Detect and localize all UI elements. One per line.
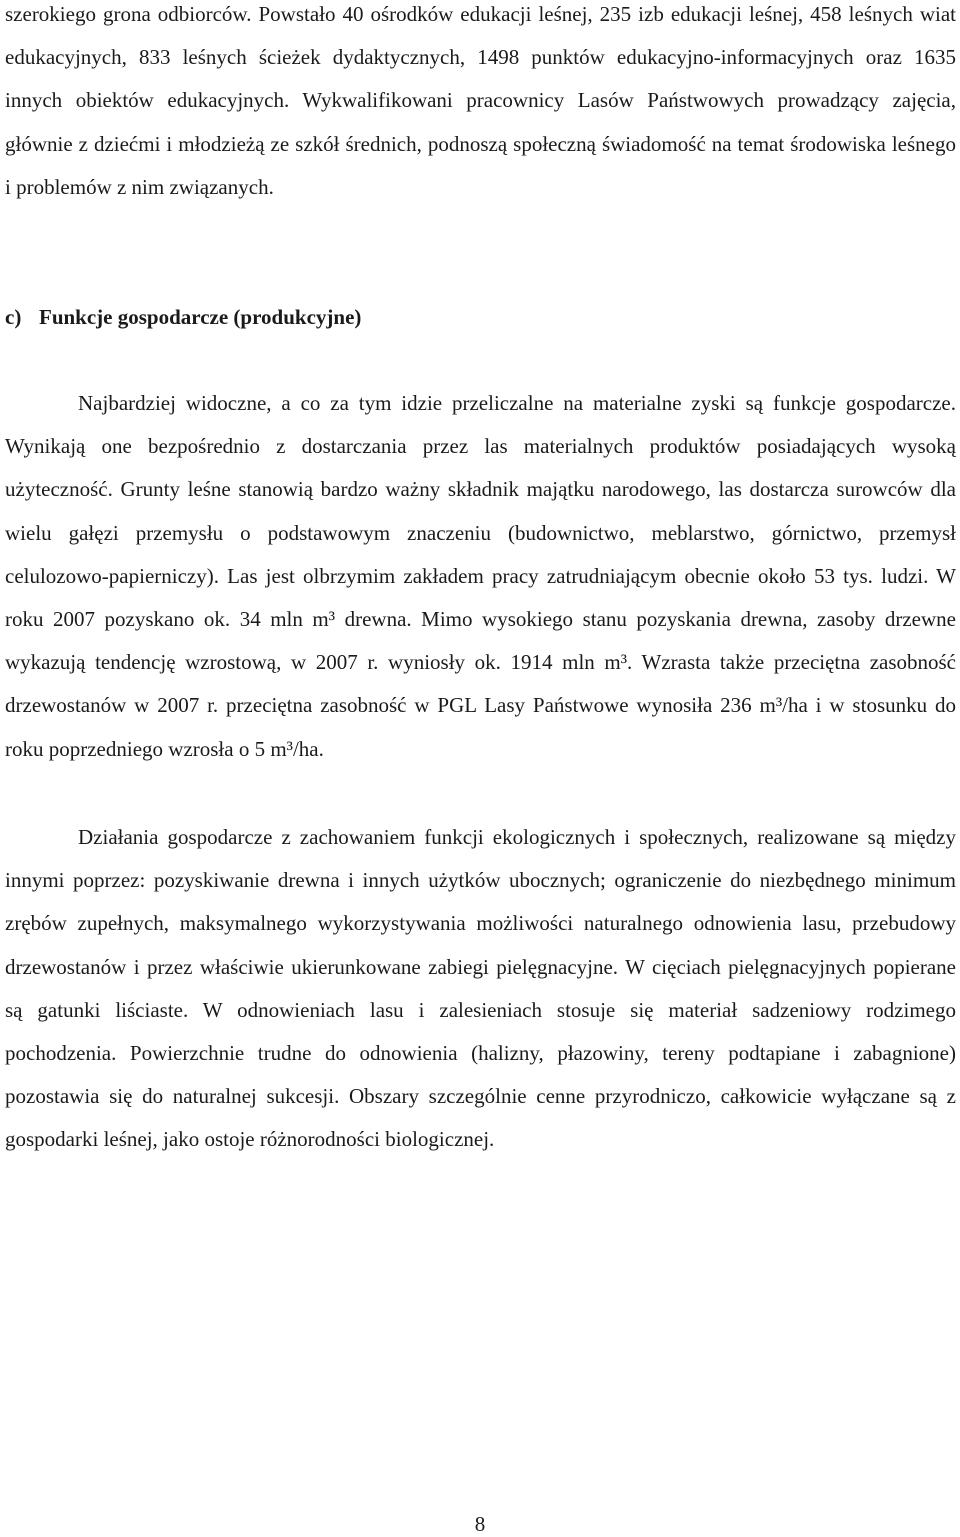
page-number: 8 <box>474 1512 486 1536</box>
economic-activities-paragraph: Działania gospodarcze z zachowaniem funkcji ekologicznych i społecznych, realizowane są między innymi poprzez: pozyskiwanie drewna i innych użytków ubocznych; ograniczenie do niezbędnego minimum zrębów zupełnych, maksymalnego wykorzystywania możliwości naturalnego odnowienia lasu, przebudowy drzewostanów i przez właściwie ukierunkowane zabiegi pielęgnacyjne. W cięciach pielęgnacyjnych popierane są gatunki liściaste. W odnowieniach lasu i zalesieniach stosuje się materiał sadzeniowy rodzimego pochodzenia. Powierzchnie trudne do odnowienia (halizny, płazowiny, tereny podtapiane i zabagnione) pozostawia się do naturalnej sukcesji. Obszary szczególnie cenne przyrodniczo, całkowicie wyłączane są z gospodarki leśnej, jako ostoje różnorodności biologicznej. <box>5 825 956 1152</box>
section-heading-marker: c) <box>5 305 22 329</box>
section-heading <box>5 296 361 339</box>
section-heading-text: Funkcje gospodarcze (produkcyjne) <box>39 305 362 329</box>
economic-functions-paragraph: Najbardziej widoczne, a co za tym idzie przeliczalne na materialne zyski są funkcje gospodarcze. Wynikają one bezpośrednio z dostarczania przez las materialnych produktów posiadających wysoką użyteczność. Grunty leśne stanowią bardzo ważny składnik majątku narodowego, las dostarcza surowców dla wielu gałęzi przemysłu o podstawowym znaczeniu (budownictwo, meblarstwo, górnictwo, przemysł celulozowo-papierniczy). Las jest olbrzymim zakładem pracy zatrudniającym obecnie około 53 tys. ludzi. W roku 2007 pozyskano ok. 34 mln m³ drewna. Mimo wysokiego stanu pozyskania drewna, zasoby drzewne wykazują tendencję wzrostową, w 2007 r. wyniosły ok. 1914 mln m³. Wzrasta także przeciętna zasobność drzewostanów w 2007 r. przeciętna zasobność w PGL Lasy Państwowe wynosiła 236 m³/ha i w stosunku do roku poprzedniego wzrosła o 5 m³/ha. <box>5 391 956 761</box>
continuation-paragraph: szerokiego grona odbiorców. Powstało 40 ośrodków edukacji leśnej, 235 izb edukacji leśnej, 458 leśnych wiat edukacyjnych, 833 leśnych ścieżek dydaktycznych, 1498 punktów edukacyjno-informacyjnych oraz 1635 innych obiektów edukacyjnych. Wykwalifikowani pracownicy Lasów Państwowych prowadzący zajęcia, głównie z dziećmi i młodzieżą ze szkół średnich, podnoszą społeczną świadomość na temat środowiska leśnego i problemów z nim związanych. <box>5 2 956 199</box>
